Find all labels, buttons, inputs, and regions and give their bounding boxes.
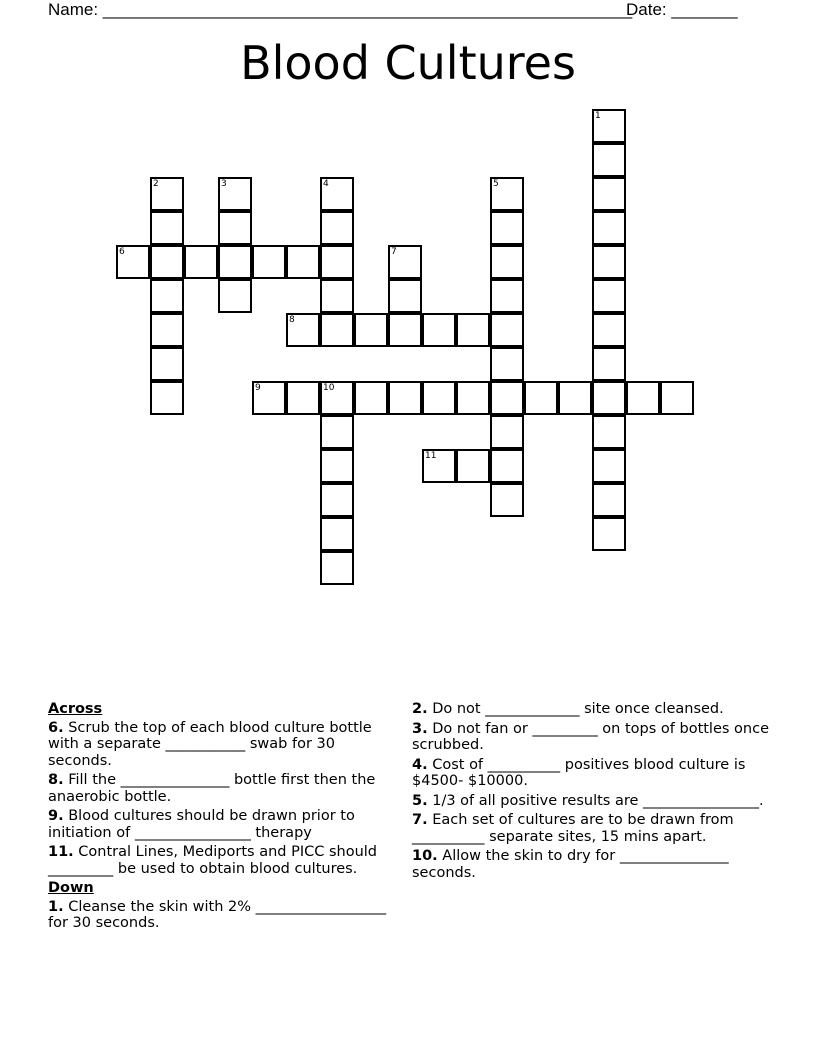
crossword-cell[interactable] [286, 381, 320, 415]
clue-item-number: 9. [48, 808, 64, 824]
crossword-cell[interactable] [116, 245, 150, 279]
crossword-cell[interactable] [388, 279, 422, 313]
crossword-cell[interactable] [184, 245, 218, 279]
clue-item-number: 11. [48, 844, 74, 860]
crossword-cell[interactable] [456, 313, 490, 347]
clue-number: 1 [595, 111, 601, 121]
clue-number: 9 [255, 383, 261, 393]
crossword-cell[interactable] [660, 381, 694, 415]
clue-item-text: Each set of cultures are to be drawn from __________ separate sites, 15 mins apart. [412, 812, 734, 845]
crossword-cell[interactable] [320, 313, 354, 347]
crossword-cell[interactable] [320, 551, 354, 585]
clues-left-column [48, 701, 398, 935]
clue-item-text: Scrub the top of each blood culture bottle with a separate ___________ swab for 30 seconds. [48, 719, 372, 769]
clue-item-text: Do not _____________ site once cleansed. [427, 701, 724, 717]
crossword-cell[interactable] [626, 381, 660, 415]
clue-item [48, 899, 398, 932]
crossword-cell[interactable] [320, 177, 354, 211]
crossword-cell[interactable] [388, 245, 422, 279]
crossword-cell[interactable] [218, 177, 252, 211]
crossword-cell[interactable] [490, 313, 524, 347]
clues-right-column [412, 701, 772, 884]
clue-item [412, 793, 772, 810]
crossword-cell[interactable] [320, 483, 354, 517]
crossword-cell[interactable] [150, 279, 184, 313]
crossword-cell[interactable] [422, 313, 456, 347]
clue-item-number: 2. [412, 701, 428, 717]
crossword-cell[interactable] [592, 517, 626, 551]
clue-number: 11 [425, 451, 437, 461]
crossword-cell[interactable] [490, 245, 524, 279]
crossword-cell[interactable] [592, 109, 626, 143]
crossword-cell[interactable] [320, 517, 354, 551]
crossword-cell[interactable] [592, 245, 626, 279]
clue-item-number: 10. [412, 848, 438, 864]
clue-number: 6 [119, 247, 125, 257]
down-clue-list-continued [412, 701, 772, 881]
clue-item [412, 757, 772, 790]
crossword-cell[interactable] [490, 483, 524, 517]
clue-item-number: 3. [412, 720, 428, 737]
crossword-cell[interactable] [592, 347, 626, 381]
crossword-cell[interactable] [592, 381, 626, 415]
clue-number: 5 [493, 179, 499, 189]
clue-item [48, 720, 398, 770]
crossword-cell[interactable] [150, 211, 184, 245]
crossword-cell[interactable] [592, 177, 626, 211]
crossword-cell[interactable] [592, 211, 626, 245]
crossword-cell[interactable] [592, 449, 626, 483]
crossword-cell[interactable] [490, 449, 524, 483]
clue-item-number: 6. [48, 719, 64, 736]
crossword-cell[interactable] [558, 381, 592, 415]
crossword-cell[interactable] [490, 415, 524, 449]
clue-item-number: 5. [412, 792, 428, 809]
clue-number: 2 [153, 179, 159, 189]
clue-number: 10 [323, 383, 335, 393]
crossword-cell[interactable] [150, 313, 184, 347]
down-heading: Down [48, 880, 94, 896]
crossword-cell[interactable] [218, 211, 252, 245]
clue-number: 7 [391, 247, 397, 257]
clue-item [48, 844, 398, 877]
clue-number: 8 [289, 315, 295, 325]
crossword-cell[interactable] [218, 245, 252, 279]
crossword-cell[interactable] [252, 245, 286, 279]
across-heading: Across [48, 701, 103, 717]
page-title: Blood Cultures [240, 36, 576, 90]
clue-item [412, 848, 772, 881]
crossword-cell[interactable] [592, 415, 626, 449]
crossword-cell[interactable] [490, 177, 524, 211]
clue-item-text: Blood cultures should be drawn prior to initiation of ________________ therapy [48, 808, 355, 841]
clue-item-text: Do not fan or _________ on tops of bottles once scrubbed. [412, 720, 770, 753]
clue-item-text: 1/3 of all positive results are ________________. [427, 792, 764, 809]
name-field-label: Name: ________________________________________________________ [48, 0, 633, 19]
clue-number: 3 [221, 179, 227, 189]
clue-item-text: Allow the skin to dry for _______________ seconds. [412, 848, 729, 881]
crossword-cell[interactable] [320, 245, 354, 279]
crossword-cell[interactable] [422, 381, 456, 415]
crossword-cell[interactable] [150, 177, 184, 211]
down-clue-list [48, 899, 398, 932]
date-field-label: Date: _______ [626, 0, 738, 19]
crossword-cell[interactable] [388, 381, 422, 415]
crossword-cell[interactable] [490, 279, 524, 313]
clue-item-text: Fill the _______________ bottle first then the anaerobic bottle. [48, 772, 376, 805]
clue-item-number: 1. [48, 898, 64, 915]
clue-item-text: Cleanse the skin with 2% __________________ for 30 seconds. [48, 898, 387, 931]
crossword-cell[interactable] [592, 143, 626, 177]
clue-item-text: Contral Lines, Mediports and PICC should _________ be used to obtain blood cultures. [48, 844, 377, 877]
crossword-cell[interactable] [422, 449, 456, 483]
crossword-cell[interactable] [490, 381, 524, 415]
clue-item-number: 4. [412, 756, 428, 773]
crossword-cell[interactable] [354, 313, 388, 347]
clue-item [48, 772, 398, 805]
crossword-cell[interactable] [592, 279, 626, 313]
across-clue-list [48, 720, 398, 878]
clue-item-number: 7. [412, 812, 428, 828]
crossword-cell[interactable] [456, 381, 490, 415]
crossword-cell[interactable] [150, 381, 184, 415]
crossword-cell[interactable] [524, 381, 558, 415]
crossword-cell[interactable] [320, 211, 354, 245]
clue-item [412, 721, 772, 754]
crossword-cell[interactable] [286, 313, 320, 347]
crossword-cell[interactable] [490, 347, 524, 381]
crossword-cell[interactable] [592, 313, 626, 347]
crossword-cell[interactable] [320, 415, 354, 449]
clue-item-text: Cost of __________ positives blood culture is $4500- $10000. [412, 756, 746, 789]
crossword-cell[interactable] [354, 381, 388, 415]
clue-item [412, 812, 772, 845]
crossword-cell[interactable] [252, 381, 286, 415]
crossword-cell[interactable] [286, 245, 320, 279]
crossword-cell[interactable] [456, 449, 490, 483]
crossword-cell[interactable] [592, 483, 626, 517]
crossword-cell[interactable] [218, 279, 252, 313]
crossword-cell[interactable] [320, 381, 354, 415]
clue-item [48, 808, 398, 841]
crossword-cell[interactable] [150, 347, 184, 381]
crossword-cell[interactable] [490, 211, 524, 245]
clue-number: 4 [323, 179, 329, 189]
crossword-cell[interactable] [388, 313, 422, 347]
clue-item-number: 8. [48, 772, 64, 788]
clue-item [412, 701, 772, 718]
crossword-cell[interactable] [150, 245, 184, 279]
crossword-cell[interactable] [320, 449, 354, 483]
crossword-cell[interactable] [320, 279, 354, 313]
